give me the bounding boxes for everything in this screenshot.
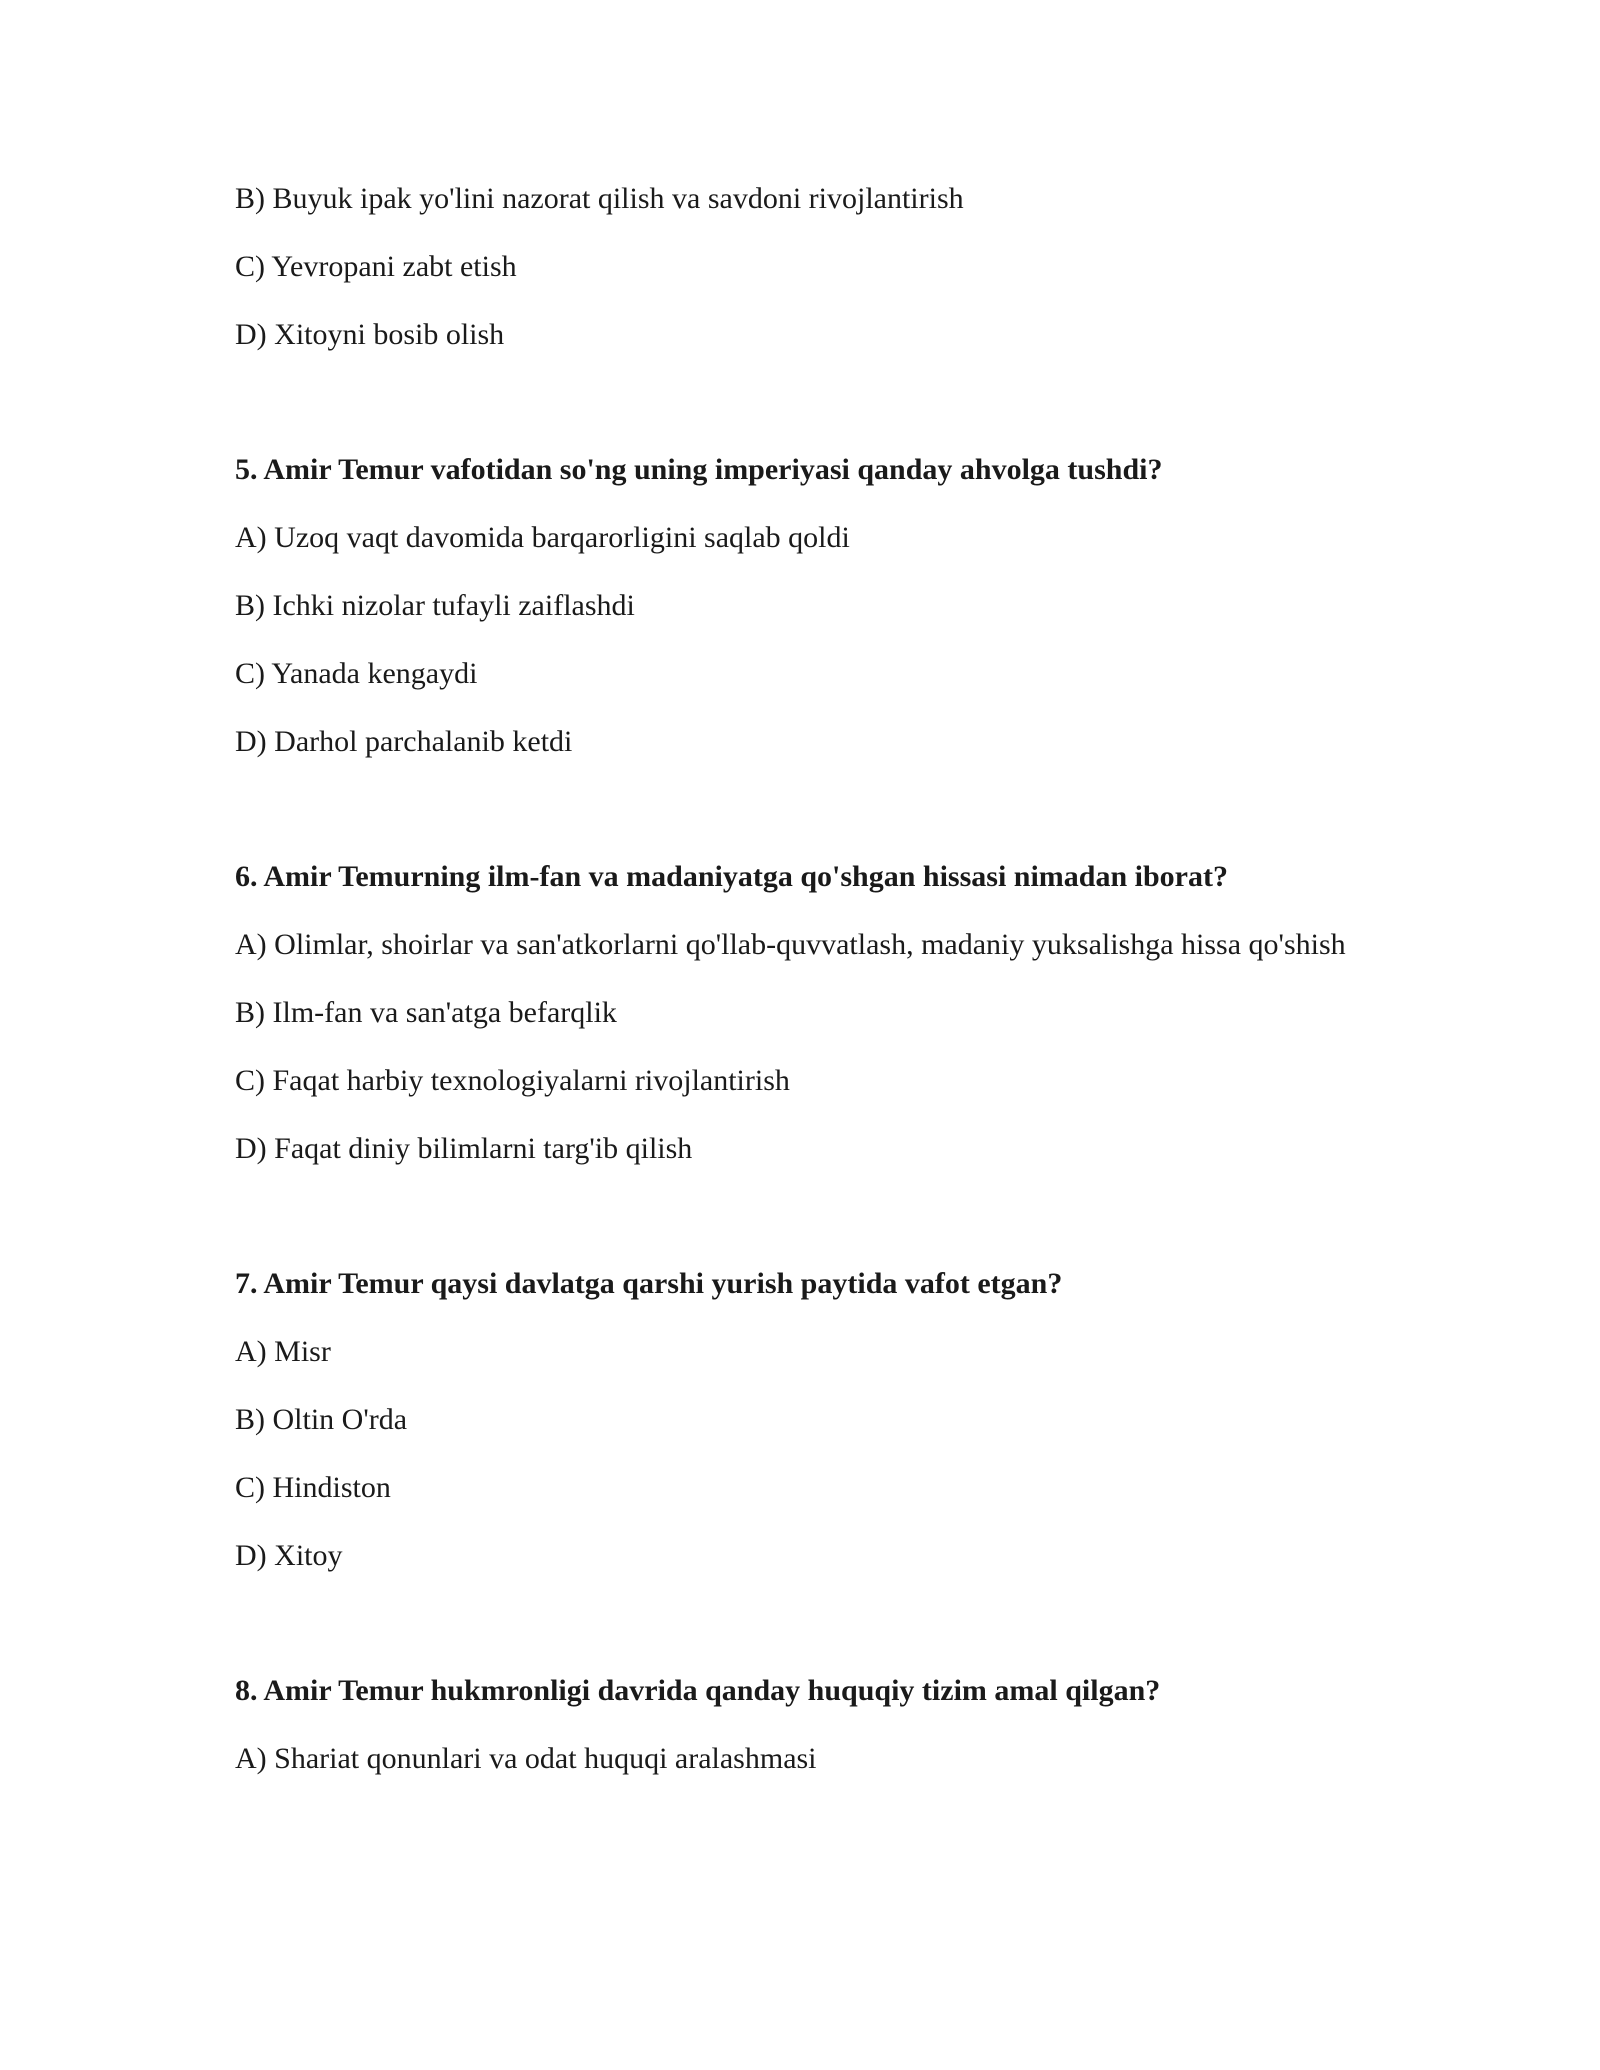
answer-option: A) Misr (235, 1335, 331, 1368)
answer-option: C) Hindiston (235, 1471, 391, 1504)
answer-option: D) Darhol parchalanib ketdi (235, 725, 573, 758)
answer-option: A) Shariat qonunlari va odat huquqi aralashmasi (235, 1742, 817, 1775)
answer-option: A) Uzoq vaqt davomida barqarorligini saqlab qoldi (235, 521, 850, 554)
answer-option: D) Xitoyni bosib olish (235, 318, 505, 351)
answer-option: D) Faqat diniy bilimlarni targ'ib qilish (235, 1132, 693, 1165)
question-5-heading: 5. Amir Temur vafotidan so'ng uning imperiyasi qanday ahvolga tushdi? (235, 453, 1163, 486)
question-8-heading: 8. Amir Temur hukmronligi davrida qanday huquqiy tizim amal qilgan? (235, 1674, 1161, 1707)
document-page (235, 178, 1395, 1806)
question-7-heading: 7. Amir Temur qaysi davlatga qarshi yurish paytida vafot etgan? (235, 1267, 1063, 1300)
answer-option: D) Xitoy (235, 1539, 343, 1572)
answer-option: B) Ilm-fan va san'atga befarqlik (235, 996, 617, 1029)
answer-option: C) Yevropani zabt etish (235, 250, 517, 283)
answer-option: B) Oltin O'rda (235, 1403, 408, 1436)
answer-option: C) Faqat harbiy texnologiyalarni rivojlantirish (235, 1064, 790, 1097)
answer-option: B) Ichki nizolar tufayli zaiflashdi (235, 589, 635, 622)
answer-option: C) Yanada kengaydi (235, 657, 478, 690)
answer-option: A) Olimlar, shoirlar va san'atkorlarni qo'llab-quvvatlash, madaniy yuksalishga hissa qo'shish (235, 928, 1346, 961)
question-6-heading: 6. Amir Temurning ilm-fan va madaniyatga qo'shgan hissasi nimadan iborat? (235, 860, 1228, 893)
answer-option: B) Buyuk ipak yo'lini nazorat qilish va savdoni rivojlantirish (235, 182, 964, 215)
